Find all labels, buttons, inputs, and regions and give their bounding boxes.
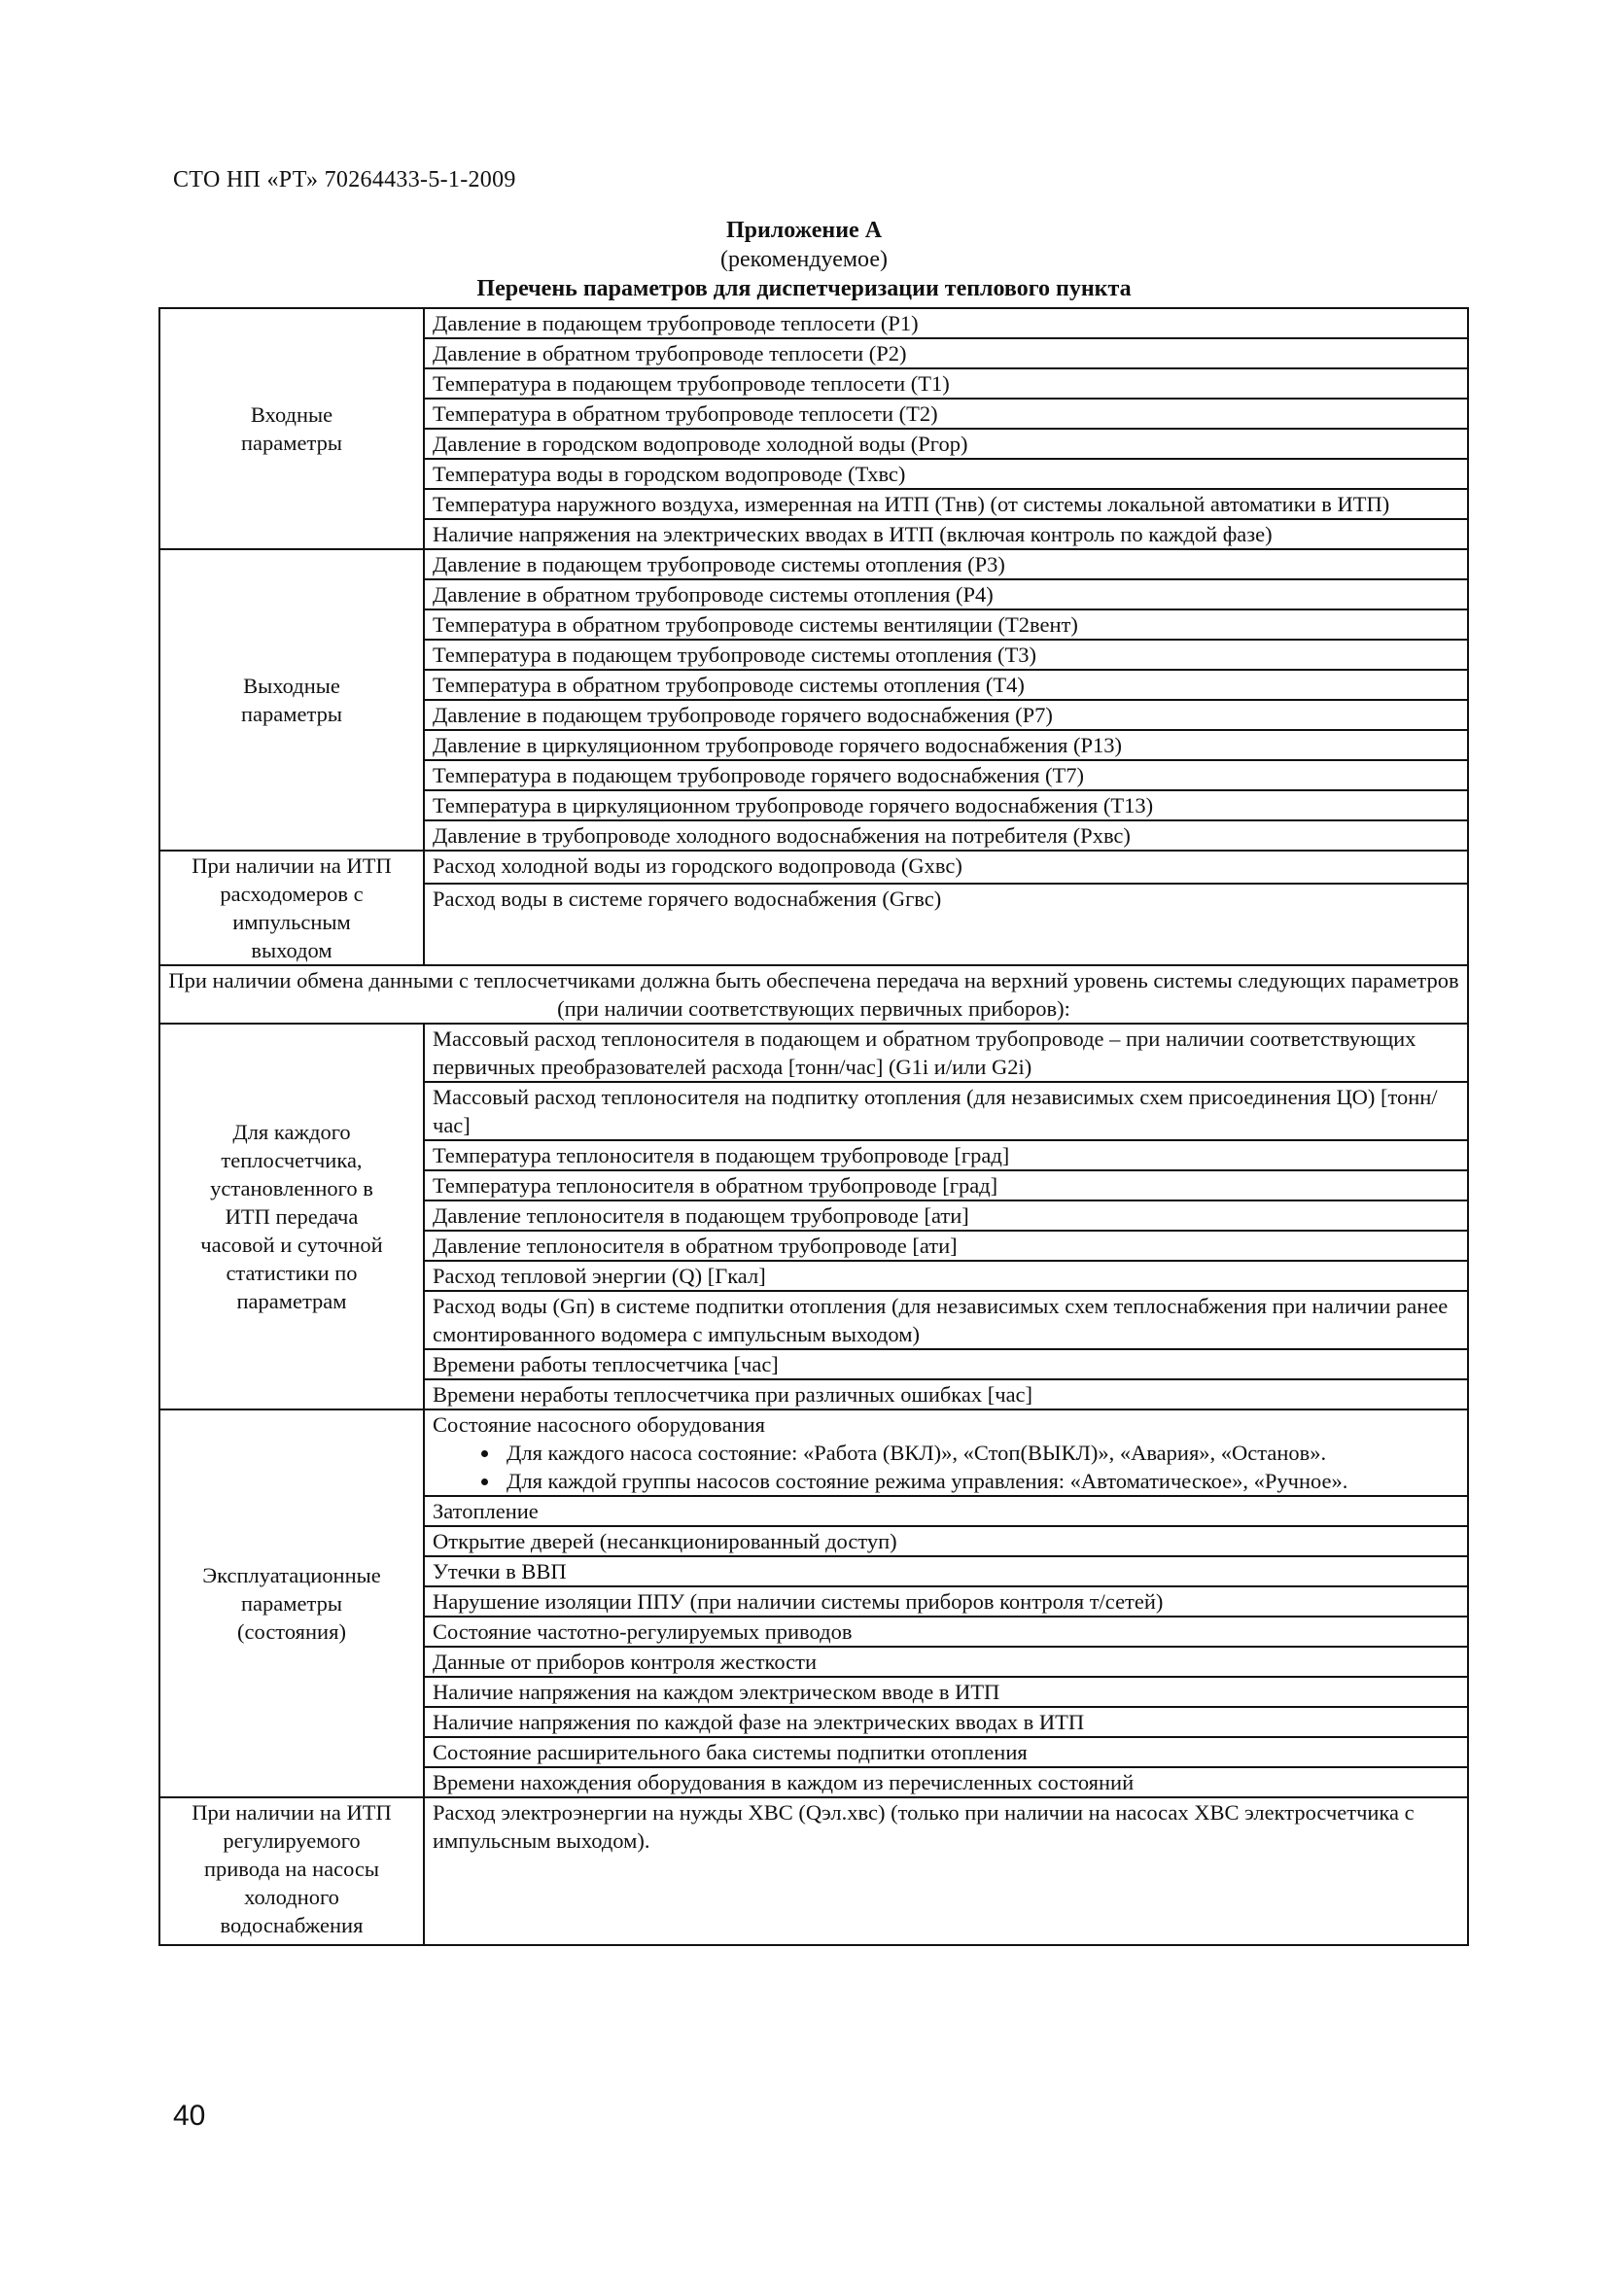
parameter-cell: Массовый расход теплоносителя в подающем и обратном трубопроводе – при наличии соответствующих первичных преобразователей расхода [тонн/час] (G1i и/или G2i) [424,1024,1468,1082]
parameter-cell: Давление в обратном трубопроводе системы отопления (Р4) [424,579,1468,609]
cold-water-drive-group-label [159,1797,424,1945]
parameter-cell: Утечки в ВВП [424,1556,1468,1586]
parameter-cell: Времени работы теплосчетчика [час] [424,1349,1468,1379]
parameter-cell: Расход холодной воды из городского водопровода (Gхвс) [424,851,1468,884]
parameter-cell: Состояние расширительного бака системы подпитки отопления [424,1737,1468,1767]
parameter-cell: Температура в обратном трубопроводе системы вентиляции (Т2вент) [424,609,1468,640]
parameter-cell: Давление в подающем трубопроводе системы отопления (Р3) [424,549,1468,579]
group-label-text: При наличии на ИТП расходомеров с импульсным выходом [192,853,392,962]
table-row [159,1024,1468,1082]
parameter-cell: Времени неработы теплосчетчика при различных ошибках [час] [424,1379,1468,1409]
group-label-text: При наличии на ИТП регулируемого привода на насосы холодного водоснабжения [192,1800,392,1937]
parameter-cell: Наличие напряжения на каждом электрическом вводе в ИТП [424,1677,1468,1707]
parameter-cell: Данные от приборов контроля жесткости [424,1647,1468,1677]
exchange-note: При наличии обмена данными с теплосчетчиками должна быть обеспечена передача на верхний уровень системы следующих параметров (при наличии соответствующих первичных приборов): [159,965,1468,1024]
parameter-cell: Массовый расход теплоносителя на подпитку отопления (для независимых схем присоединения ЦО) [тонн/час] [424,1082,1468,1140]
parameter-cell: Температура наружного воздуха, измеренная на ИТП (Тнв) (от системы локальной автоматики в ИТП) [424,489,1468,519]
pump-bullet-list [433,1439,1459,1495]
list-item: • Для каждого насоса состояние: «Работа (ВКЛ)», «Стоп(ВЫКЛ)», «Авария», «Останов». [501,1439,1459,1467]
parameters-table-body [159,308,1468,1945]
table-caption: Перечень параметров для диспетчеризации теплового пункта [476,276,1132,301]
parameter-cell: Расход тепловой энергии (Q) [Гкал] [424,1261,1468,1291]
parameters-table [158,307,1469,1946]
table-row [159,1797,1468,1945]
parameter-cell: Наличие напряжения по каждой фазе на электрических вводах в ИТП [424,1707,1468,1737]
parameter-cell: Давление в городском водопроводе холодной воды (Ргор) [424,429,1468,459]
table-row [159,308,1468,338]
parameter-cell: Открытие дверей (несанкционированный доступ) [424,1526,1468,1556]
pump-heading: Состояние насосного оборудования [433,1412,766,1437]
parameter-cell: Температура в циркуляционном трубопроводе горячего водоснабжения (Т13) [424,790,1468,820]
table-row [159,1409,1468,1496]
group-label-text: Выходные параметры [241,674,342,726]
parameter-cell: Расход воды в системе горячего водоснабжения (Gгвс) [424,884,1468,965]
parameter-cell: Температура в подающем трубопроводе теплосети (Т1) [424,368,1468,399]
parameter-cell: Температура в подающем трубопроводе горячего водоснабжения (Т7) [424,760,1468,790]
parameter-cell: Расход электроэнергии на нужды ХВС (Qэл.хвс) (только при наличии на насосах ХВС электросчетчика с импульсным выходом). [424,1797,1468,1945]
group-label-text: Входные параметры [241,402,342,455]
parameter-cell: Давление в подающем трубопроводе горячего водоснабжения (Р7) [424,700,1468,730]
list-item: • Для каждой группы насосов состояние режима управления: «Автоматическое», «Ручное». [501,1467,1459,1495]
group-label-text: Эксплуатационные параметры (состояния) [202,1563,381,1644]
parameter-cell: Наличие напряжения на электрических вводах в ИТП (включая контроль по каждой фазе) [424,519,1468,549]
parameter-cell: Расход воды (Gп) в системе подпитки отопления (для независимых схем теплоснабжения при наличии ранее смонтированного водомера с импульсным выходом) [424,1291,1468,1349]
heat-meter-group-label [159,1024,424,1409]
parameter-cell: Давление в подающем трубопроводе теплосети (Р1) [424,308,1468,338]
parameter-cell: Температура воды в городском водопроводе (Тхвс) [424,459,1468,489]
parameter-cell: Состояние частотно-регулируемых приводов [424,1617,1468,1647]
parameter-cell: Температура в обратном трубопроводе теплосети (Т2) [424,399,1468,429]
appendix-title: Приложение А [725,218,883,243]
table-row [159,851,1468,884]
title-block [0,216,1608,303]
parameter-cell: Нарушение изоляции ППУ (при наличии системы приборов контроля т/сетей) [424,1586,1468,1617]
table-row [159,549,1468,579]
group-label-text: Для каждого теплосчетчика, установленного в ИТП передача часовой и суточной статистики по параметрам [200,1120,383,1313]
parameter-cell: Давление в трубопроводе холодного водоснабжения на потребителя (Рхвс) [424,820,1468,851]
parameter-cell: Затопление [424,1496,1468,1526]
parameter-cell: Температура теплоносителя в подающем трубопроводе [град] [424,1140,1468,1170]
parameter-cell: Давление в циркуляционном трубопроводе горячего водоснабжения (Р13) [424,730,1468,760]
parameter-cell: Температура в подающем трубопроводе системы отопления (Т3) [424,640,1468,670]
parameter-cell: Времени нахождения оборудования в каждом из перечисленных состояний [424,1767,1468,1797]
operational-group-label [159,1409,424,1797]
appendix-note: (рекомендуемое) [720,247,888,272]
parameter-cell: Температура теплоносителя в обратном трубопроводе [град] [424,1170,1468,1200]
page-number: 40 [173,2100,206,2132]
table-row [159,965,1468,1024]
parameter-cell: Давление теплоносителя в подающем трубопроводе [ати] [424,1200,1468,1231]
document-code: СТО НП «РТ» 70264433-5-1-2009 [173,167,516,192]
input-group-label [159,308,424,549]
flowmeters-group-label [159,851,424,965]
output-group-label [159,549,424,851]
parameter-cell: Давление теплоносителя в обратном трубопроводе [ати] [424,1231,1468,1261]
parameter-cell: Давление в обратном трубопроводе теплосети (Р2) [424,338,1468,368]
pump-status-cell [424,1409,1468,1496]
parameter-cell: Температура в обратном трубопроводе системы отопления (Т4) [424,670,1468,700]
